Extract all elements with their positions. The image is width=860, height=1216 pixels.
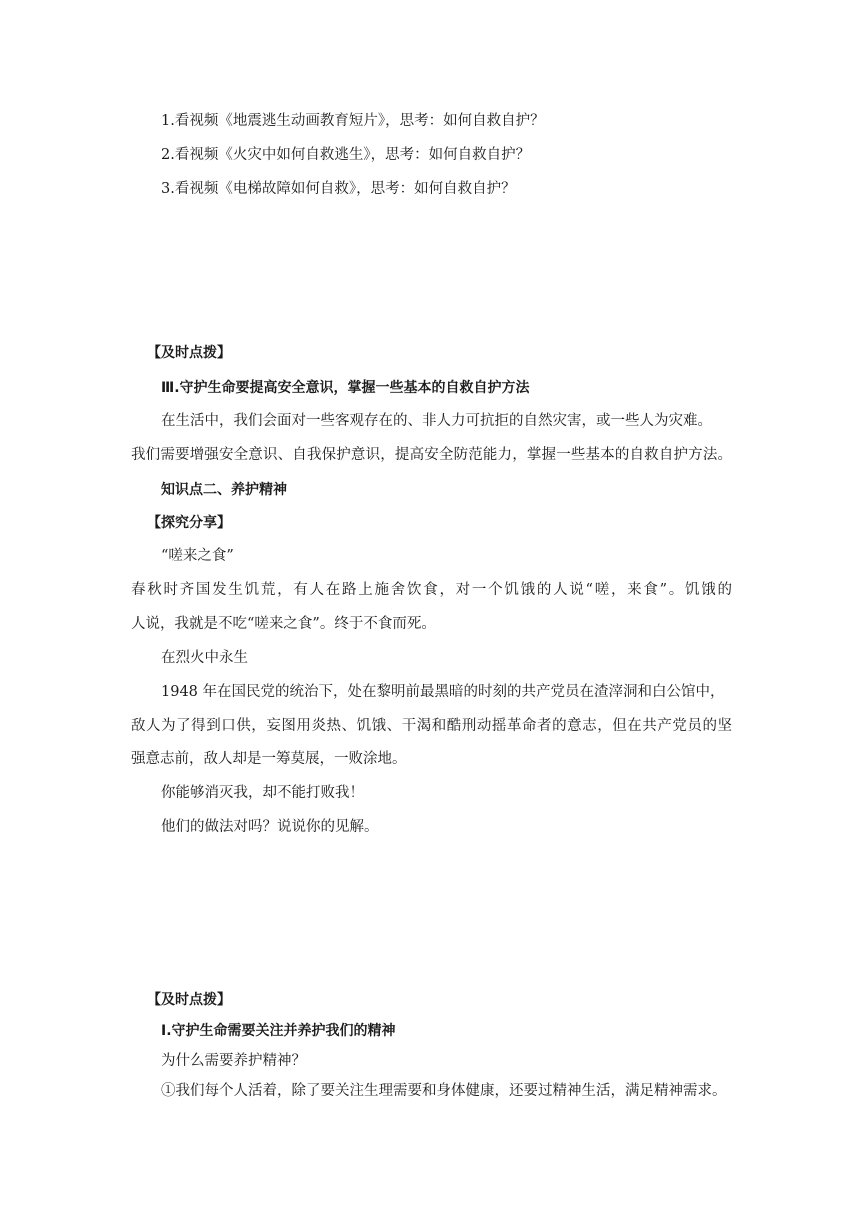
section-heading: Ⅰ.守护生命需要关注并养护我们的精神 (161, 1023, 396, 1039)
paragraph-line: 强意志前，敌人却是一筹莫展，一败涂地。 (131, 751, 407, 767)
section-heading: Ⅲ.守护生命要提高安全意识，掌握一些基本的自救自护方法 (161, 380, 530, 396)
task-item-3: 3.看视频《电梯故障如何自救》，思考：如何自救自护？ (161, 181, 516, 197)
paragraph-line: 人说，我就是不吃“嗟来之食”。终于不食而死。 (131, 616, 436, 632)
paragraph-line: 在生活中，我们会面对一些客观存在的、非人力可抗拒的自然灾害，或一些人为灾难。 (161, 413, 712, 429)
knowledge-point-heading: 知识点二、养护精神 (161, 482, 287, 498)
hint-label: 【及时点拨】 (147, 345, 231, 361)
task-item-2: 2.看视频《火灾中如何自救逃生》，思考：如何自救自护？ (161, 147, 531, 163)
explore-label: 【探究分享】 (147, 515, 231, 531)
hint-label: 【及时点拨】 (147, 992, 231, 1008)
paragraph-line: 我们需要增强安全意识、自我保护意识，提高安全防范能力，掌握一些基本的自救自护方法。 (131, 447, 732, 463)
story-title: 在烈火中永生 (161, 650, 248, 666)
quote-text: 你能够消灭我，却不能打败我！ (161, 785, 364, 801)
discussion-question: 他们的做法对吗？说说你的见解。 (161, 819, 379, 835)
paragraph-line: 敌人为了得到口供，妄图用炎热、饥饿、干渴和酷刑动摇革命者的意志，但在共产党员的坚 (131, 718, 732, 734)
paragraph-line: 为什么需要养护精神？ (161, 1053, 306, 1069)
story-title: “嗟来之食” (161, 548, 234, 564)
paragraph-line: 春秋时齐国发生饥荒，有人在路上施舍饮食，对一个饥饿的人说“嗟，来食”。饥饿的 (131, 582, 732, 598)
task-item-1: 1.看视频《地震逃生动画教育短片》，思考：如何自救自护？ (161, 113, 545, 129)
paragraph-line: 1948 年在国民党的统治下，处在黎明前最黑暗的时刻的共产党员在渣滓洞和白公馆中， (161, 684, 725, 700)
paragraph-line: ①我们每个人活着，除了要关注生理需要和身体健康，还要过精神生活，满足精神需求。 (161, 1083, 727, 1099)
